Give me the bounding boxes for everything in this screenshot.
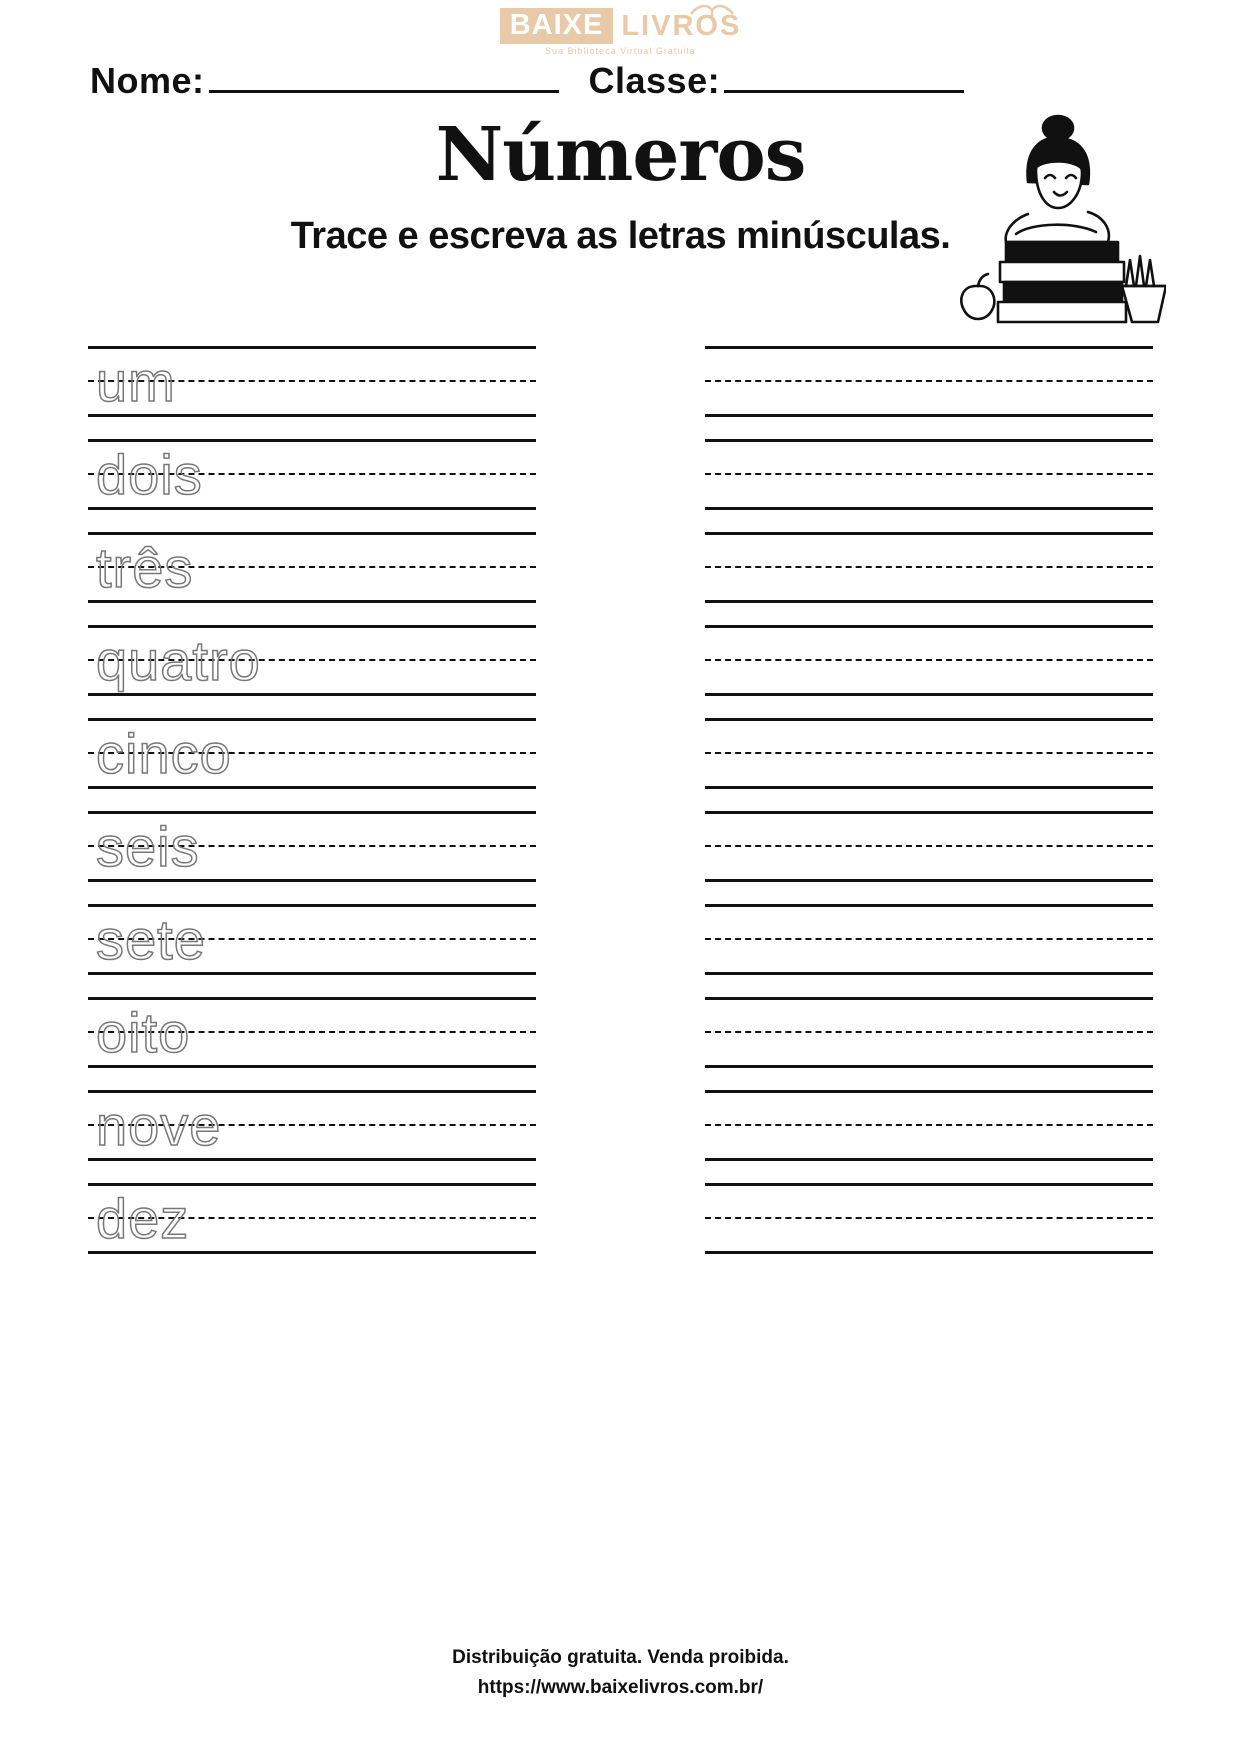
name-input[interactable] [209,89,559,93]
writing-row[interactable] [705,896,1153,989]
tracing-word: nove [96,1094,222,1157]
writing-row[interactable] [705,617,1153,710]
rule-bottom [88,414,536,417]
rule-top [705,1090,1153,1093]
rule-top [88,718,536,721]
rule-bottom [88,693,536,696]
rule-bottom [705,786,1153,789]
rule-bottom [88,600,536,603]
rule-mid [705,1031,1153,1033]
rule-top [705,625,1153,628]
page-footer [0,1643,1241,1703]
tracing-word: quatro [96,629,261,692]
tracing-word: sete [96,908,206,971]
page-title: Números [435,112,806,198]
rule-bottom [88,507,536,510]
rule-bottom [705,879,1153,882]
rule-mid [705,473,1153,475]
rule-top [705,997,1153,1000]
writing-row[interactable] [705,803,1153,896]
rule-mid [705,566,1153,568]
rule-bottom [705,507,1153,510]
writing-row[interactable] [705,989,1153,1082]
writing-row[interactable] [705,710,1153,803]
rule-top [88,346,536,349]
rule-bottom [705,1158,1153,1161]
rule-bottom [88,879,536,882]
tracing-word: três [96,536,194,599]
tracing-word: oito [96,1001,191,1064]
rule-top [88,904,536,907]
rule-bottom [705,1065,1153,1068]
footer-website-link[interactable]: https://www.baixelivros.com.br/ [477,1677,764,1698]
student-fields [90,60,1150,102]
tracing-row[interactable] [88,989,536,1082]
writing-row[interactable] [705,1082,1153,1175]
rule-top [88,997,536,1000]
rule-top [88,439,536,442]
rule-mid [705,752,1153,754]
rule-bottom [88,972,536,975]
site-logo [0,8,1241,56]
rule-mid [705,380,1153,382]
tracing-row[interactable] [88,1175,536,1268]
rule-top [88,811,536,814]
tracing-row[interactable] [88,1082,536,1175]
writing-row[interactable] [705,338,1153,431]
rule-top [88,1090,536,1093]
rule-top [705,532,1153,535]
open-book-icon [689,0,735,25]
tracing-word: dez [96,1187,190,1250]
rule-top [88,625,536,628]
rule-top [88,1183,536,1186]
rule-mid [705,938,1153,940]
name-label: Nome: [90,60,205,101]
rule-top [88,532,536,535]
writing-row[interactable] [705,524,1153,617]
rule-top [705,811,1153,814]
tracing-word: um [96,350,176,413]
worksheet-grid [88,338,1153,1268]
rule-top [705,904,1153,907]
writing-row[interactable] [705,431,1153,524]
rule-bottom [705,972,1153,975]
page-subtitle: Trace e escreva as letras minúsculas. [290,215,951,257]
tracing-row[interactable] [88,710,536,803]
rule-bottom [88,1158,536,1161]
rule-bottom [705,1251,1153,1254]
tracing-row[interactable] [88,524,536,617]
rule-mid [705,659,1153,661]
rule-top [705,346,1153,349]
tracing-row[interactable] [88,617,536,710]
logo-brand-first: BAIXE [500,8,614,44]
rule-bottom [705,414,1153,417]
tracing-word: seis [96,815,200,878]
tracing-row[interactable] [88,431,536,524]
rule-top [705,718,1153,721]
writing-row[interactable] [705,1175,1153,1268]
rule-mid [705,1124,1153,1126]
logo-brand-second: LIVROS [621,9,742,42]
rule-bottom [705,600,1153,603]
tracing-row[interactable] [88,896,536,989]
rule-mid [705,1217,1153,1219]
rule-bottom [705,693,1153,696]
girl-studying-with-books-icon [936,110,1166,335]
rule-bottom [88,1251,536,1254]
tracing-word: dois [96,443,203,506]
rule-bottom [88,786,536,789]
rule-mid [705,845,1153,847]
rule-top [705,1183,1153,1186]
footer-distribution-note: Distribuição gratuita. Venda proibida. [452,1647,789,1668]
worksheet-right-column [705,338,1153,1268]
class-input[interactable] [724,89,964,93]
class-label: Classe: [588,60,721,101]
rule-top [705,439,1153,442]
rule-bottom [88,1065,536,1068]
logo-tagline: Sua Biblioteca Virtual Gratuita [545,46,696,56]
tracing-word: cinco [96,722,232,785]
worksheet-left-column [88,338,536,1268]
tracing-row[interactable] [88,338,536,431]
tracing-row[interactable] [88,803,536,896]
